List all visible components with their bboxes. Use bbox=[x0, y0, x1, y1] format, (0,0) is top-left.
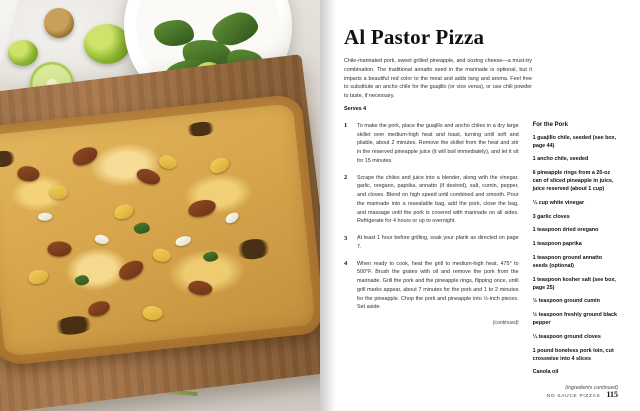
pizza-crust bbox=[0, 93, 320, 366]
recipe-headnote: Chile-marinated pork, sweet grilled pineapple, and oozing cheese—a must-try combination. The traditional annatto seed in the marinade is optional, but it imparts a beautiful red color to the meat and adds tang and aroma. Feel free to substitute an ancho chile for the guajillo (or vice versa), or use chili powder to taste, if necessary. bbox=[344, 58, 532, 100]
recipe-step bbox=[344, 234, 519, 252]
ingredient-item: ½ teaspoon ground cumin bbox=[532, 298, 600, 305]
ingredient-item: ½ teaspoon freshly ground black pepper bbox=[532, 312, 618, 327]
lime-wedge bbox=[8, 40, 38, 66]
ingredients-heading: For the Pork bbox=[532, 121, 568, 128]
step-text: Scrape the chiles and juice into a blender, along with the vinegar, garlic, oregano, paprika, annatto (if desired), salt, cumin, pepper, and cloves. Blend on high speed until combined and smooth. Pour the marinade into a resealable bag, add the pork, close the bag, and massage until the pork is covered with marinade on all sides. Refrigerate for 4 hours or up to overnight. bbox=[357, 174, 519, 225]
ingredient-item: 1 teaspoon dried oregano bbox=[532, 227, 599, 234]
recipe-step bbox=[344, 122, 519, 166]
al-pastor-pizza bbox=[0, 93, 320, 366]
recipe-text-page bbox=[320, 0, 640, 411]
page-number: 115 bbox=[606, 390, 618, 399]
step-text: At least 1 hour before grilling, soak your plank as directed on page 7. bbox=[357, 235, 519, 250]
bottle-cap bbox=[44, 8, 74, 38]
ingredient-item: Canola oil bbox=[532, 369, 559, 376]
ingredient-item: ¼ cup white vinegar bbox=[532, 199, 585, 206]
pork-piece bbox=[47, 241, 71, 256]
ingredient-item: 1 ancho chile, seeded bbox=[532, 156, 589, 163]
ingredient-item: ¼ teaspoon ground cloves bbox=[532, 333, 601, 340]
page-title: Al Pastor Pizza bbox=[344, 25, 485, 49]
ingredient-item: 3 garlic cloves bbox=[532, 213, 570, 220]
step-text: To make the pork, place the guajillo and ancho chiles in a dry large skillet over medium-high heat and toast, turning until soft and pliable, about 2 minutes. Remove the skillet from the heat and stir in the reserved pineapple juice (it will boil immediately), and let it sit for 15 minutes. bbox=[357, 122, 519, 164]
ingredients-continued-note: (ingredients continued) bbox=[565, 385, 618, 392]
ingredient-item: 1 teaspoon ground annatto seeds (optional) bbox=[532, 255, 603, 269]
lime-whole bbox=[84, 24, 130, 64]
ingredient-item: 1 guajillo chile, seeded (see box, page 44) bbox=[532, 134, 617, 149]
step-number: 3 bbox=[344, 234, 348, 242]
ingredient-item: 1 teaspoon kosher salt (see box, page 25) bbox=[532, 276, 616, 291]
step-number: 1 bbox=[344, 122, 348, 130]
recipe-step bbox=[344, 260, 519, 313]
ingredient-item: 1 pound boneless pork loin, cut crosswise into 4 slices bbox=[532, 347, 614, 362]
recipe-step bbox=[344, 174, 519, 227]
step-number: 4 bbox=[344, 260, 348, 268]
continued-note: (continued) bbox=[492, 320, 519, 327]
step-number: 2 bbox=[344, 174, 348, 182]
ingredients-column bbox=[533, 122, 618, 391]
serves-label: Serves 4 bbox=[344, 105, 367, 112]
ingredient-item: 6 pineapple rings from a 20-oz can of sliced pineapple in juice, juice reserved (about 1 cup) bbox=[532, 170, 614, 192]
section-label: NO SAUCE PIZZAS bbox=[546, 394, 601, 399]
step-text: When ready to cook, heat the grill to medium-high heat, 475° to 500°F. Brush the grates with oil and remove the pork from the marinade. Grill the pork and the pineapple rings, flipping once, until grill marks appear, about 7 minutes for the pork and 1 to 2 minutes for the pineapple. Chop the pork and pineapple into ½-inch pieces. Set aside. bbox=[357, 260, 519, 311]
method-column bbox=[344, 122, 519, 391]
ingredient-item: 1 teaspoon paprika bbox=[532, 241, 582, 248]
recipe-columns bbox=[344, 122, 618, 391]
page-footer bbox=[547, 390, 618, 399]
book-gutter-shadow bbox=[320, 0, 336, 411]
